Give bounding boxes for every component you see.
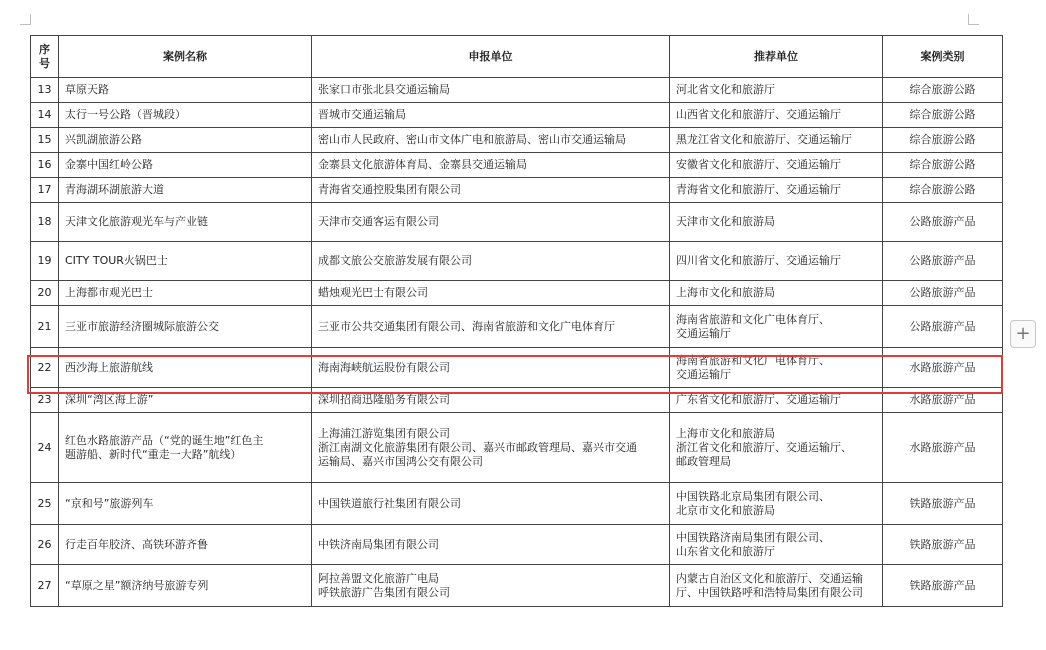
recommending-unit-line: 河北省文化和旅游厅 [676,83,775,96]
table-row [31,281,1003,306]
recommending-unit-line: 北京市文化和旅游局 [676,503,775,517]
case-category: 水路旅游产品 [883,348,1003,388]
recommending-unit-line: 上海市文化和旅游局 [676,426,775,440]
case-name [59,565,312,607]
applicant-unit-line: 张家口市张北县交通运输局 [318,83,450,96]
row-number: 16 [31,153,59,178]
applicant-unit-line: 上海浦江游览集团有限公司 [318,426,450,440]
applicant-unit [312,306,670,348]
case-name [59,281,312,306]
applicant-unit [312,525,670,565]
case-category: 水路旅游产品 [883,388,1003,413]
table-row [31,103,1003,128]
recommending-unit-line: 天津市文化和旅游局 [676,215,775,228]
row-number: 22 [31,348,59,388]
recommending-unit [670,242,883,281]
case-name-line: 草原天路 [65,83,109,96]
table-row [31,242,1003,281]
applicant-unit [312,281,670,306]
recommending-unit [670,483,883,525]
case-name-line: “草原之星”额济纳号旅游专列 [65,578,209,592]
row-number: 26 [31,525,59,565]
case-category: 公路旅游产品 [883,306,1003,348]
case-name-line: 上海都市观光巴士 [65,286,153,299]
case-category: 综合旅游公路 [883,178,1003,203]
case-name-line: 红色水路旅游产品（“党的诞生地”红色主 [65,433,264,447]
row-number: 23 [31,388,59,413]
case-category: 综合旅游公路 [883,128,1003,153]
recommending-unit [670,388,883,413]
applicant-unit-line: 三亚市公共交通集团有限公司、海南省旅游和文化广电体育厅 [318,319,615,333]
row-number: 18 [31,203,59,242]
applicant-unit-line: 阿拉善盟文化旅游广电局 [318,571,439,585]
applicant-unit [312,348,670,388]
case-category: 铁路旅游产品 [883,483,1003,525]
recommending-unit-line: 山西省文化和旅游厅、交通运输厅 [676,108,841,121]
row-number: 24 [31,413,59,483]
row-number: 27 [31,565,59,607]
recommending-unit [670,128,883,153]
case-name-line: 三亚市旅游经济圈城际旅游公交 [65,319,219,333]
case-category: 综合旅游公路 [883,153,1003,178]
applicant-unit [312,565,670,607]
recommending-unit-line: 黑龙江省文化和旅游厅、交通运输厅 [676,133,852,146]
case-name [59,242,312,281]
applicant-unit-line: 中铁济南局集团有限公司 [318,537,439,551]
case-name-line: 金寨中国红岭公路 [65,158,153,171]
case-name [59,103,312,128]
table-row [31,203,1003,242]
row-number: 20 [31,281,59,306]
applicant-unit [312,78,670,103]
recommending-unit-line: 广东省文化和旅游厅、交通运输厅 [676,393,841,406]
recommending-unit-line: 中国铁路北京局集团有限公司、 [676,489,830,503]
table-row [31,565,1003,607]
recommending-unit-line: 上海市文化和旅游局 [676,286,775,299]
table-row [31,348,1003,388]
case-name [59,388,312,413]
applicant-unit-line: 成都文旅公交旅游发展有限公司 [318,254,472,267]
applicant-unit-line: 呼铁旅游广告集团有限公司 [318,585,450,599]
applicant-unit-line: 天津市交通客运有限公司 [318,215,439,228]
recommending-unit [670,178,883,203]
applicant-unit-line: 深圳招商迅隆船务有限公司 [318,393,450,406]
page-corner-mark-right [968,14,979,25]
add-icon[interactable]: + [1010,320,1036,348]
case-category: 公路旅游产品 [883,281,1003,306]
recommending-unit-line: 浙江省文化和旅游厅、交通运输厅、 [676,440,852,454]
recommending-unit [670,413,883,483]
case-name-line: 深圳“湾区海上游” [65,393,154,406]
recommending-unit [670,525,883,565]
applicant-unit-line: 青海省交通控股集团有限公司 [318,183,461,196]
case-category: 铁路旅游产品 [883,525,1003,565]
case-name [59,203,312,242]
recommending-unit-line: 四川省文化和旅游厅、交通运输厅 [676,254,841,267]
row-number: 21 [31,306,59,348]
page-corner-mark-left [20,14,31,25]
applicant-unit [312,413,670,483]
case-category: 综合旅游公路 [883,103,1003,128]
table-row [31,483,1003,525]
recommending-unit [670,203,883,242]
header-recommender: 推荐单位 [670,36,883,78]
applicant-unit-line: 运输局、嘉兴市国鸿公交有限公司 [318,454,483,468]
recommending-unit [670,153,883,178]
case-category: 公路旅游产品 [883,203,1003,242]
table-row [31,525,1003,565]
table-row [31,306,1003,348]
case-name-line: 西沙海上旅游航线 [65,360,153,374]
applicant-unit [312,178,670,203]
case-name-line: 太行一号公路（晋城段） [65,108,186,121]
row-number: 17 [31,178,59,203]
case-name [59,525,312,565]
recommending-unit-line: 厅、中国铁路呼和浩特局集团有限公司 [676,585,863,599]
header-no: 序 号 [31,36,59,78]
recommending-unit-line: 邮政管理局 [676,454,731,468]
table-row [31,413,1003,483]
case-name [59,306,312,348]
case-name-line: 行走百年胶济、高铁环游齐鲁 [65,537,208,551]
case-name-line: CITY TOUR火锅巴士 [65,254,168,267]
recommending-unit-line: 海南省旅游和文化广电体育厅、 [676,353,830,367]
case-name-line: 题游船、新时代“重走一大路”航线） [65,447,242,461]
case-name [59,153,312,178]
recommending-unit-line: 中国铁路济南局集团有限公司、 [676,530,830,544]
case-name-line: 天津文化旅游观光车与产业链 [65,215,208,228]
row-number: 25 [31,483,59,525]
row-number: 15 [31,128,59,153]
applicant-unit [312,128,670,153]
recommending-unit-line: 海南省旅游和文化广电体育厅、 [676,312,830,326]
case-category: 水路旅游产品 [883,413,1003,483]
applicant-unit-line: 晋城市交通运输局 [318,108,406,121]
table-row [31,153,1003,178]
recommending-unit-line: 内蒙古自治区文化和旅游厅、交通运输 [676,571,863,585]
recommending-unit-line: 青海省文化和旅游厅、交通运输厅 [676,183,841,196]
applicant-unit [312,388,670,413]
case-name [59,78,312,103]
applicant-unit [312,483,670,525]
row-number: 19 [31,242,59,281]
applicant-unit-line: 中国铁道旅行社集团有限公司 [318,496,461,510]
recommending-unit [670,103,883,128]
recommending-unit-line: 安徽省文化和旅游厅、交通运输厅 [676,158,841,171]
recommending-unit-line: 山东省文化和旅游厅 [676,544,775,558]
applicant-unit-line: 金寨县文化旅游体育局、金寨县交通运输局 [318,158,527,171]
recommending-unit [670,565,883,607]
table-row [31,128,1003,153]
case-name [59,178,312,203]
case-category: 综合旅游公路 [883,78,1003,103]
applicant-unit [312,242,670,281]
table-row [31,388,1003,413]
case-name-line: “京和号”旅游列车 [65,496,154,510]
recommending-unit [670,281,883,306]
table-row [31,178,1003,203]
recommending-unit [670,306,883,348]
applicant-unit [312,103,670,128]
case-category: 铁路旅游产品 [883,565,1003,607]
case-name-line: 青海湖环湖旅游大道 [65,183,164,196]
header-applicant: 申报单位 [312,36,670,78]
row-number: 14 [31,103,59,128]
header-category: 案例类别 [883,36,1003,78]
applicant-unit-line: 海南海峡航运股份有限公司 [318,360,450,374]
case-name [59,348,312,388]
header-name: 案例名称 [59,36,312,78]
applicant-unit [312,203,670,242]
applicant-unit-line: 浙江南湖文化旅游集团有限公司、嘉兴市邮政管理局、嘉兴市交通 [318,440,637,454]
recommending-unit-line: 交通运输厅 [676,367,731,381]
recommending-unit [670,348,883,388]
case-table [30,35,1003,607]
case-name [59,128,312,153]
applicant-unit-line: 密山市人民政府、密山市文体广电和旅游局、密山市交通运输局 [318,133,626,146]
applicant-unit-line: 蜡烛观光巴士有限公司 [318,286,428,299]
recommending-unit-line: 交通运输厅 [676,326,731,340]
case-name-line: 兴凯湖旅游公路 [65,133,142,146]
row-number: 13 [31,78,59,103]
case-category: 公路旅游产品 [883,242,1003,281]
applicant-unit [312,153,670,178]
recommending-unit [670,78,883,103]
table-row [31,78,1003,103]
case-name [59,483,312,525]
case-name [59,413,312,483]
